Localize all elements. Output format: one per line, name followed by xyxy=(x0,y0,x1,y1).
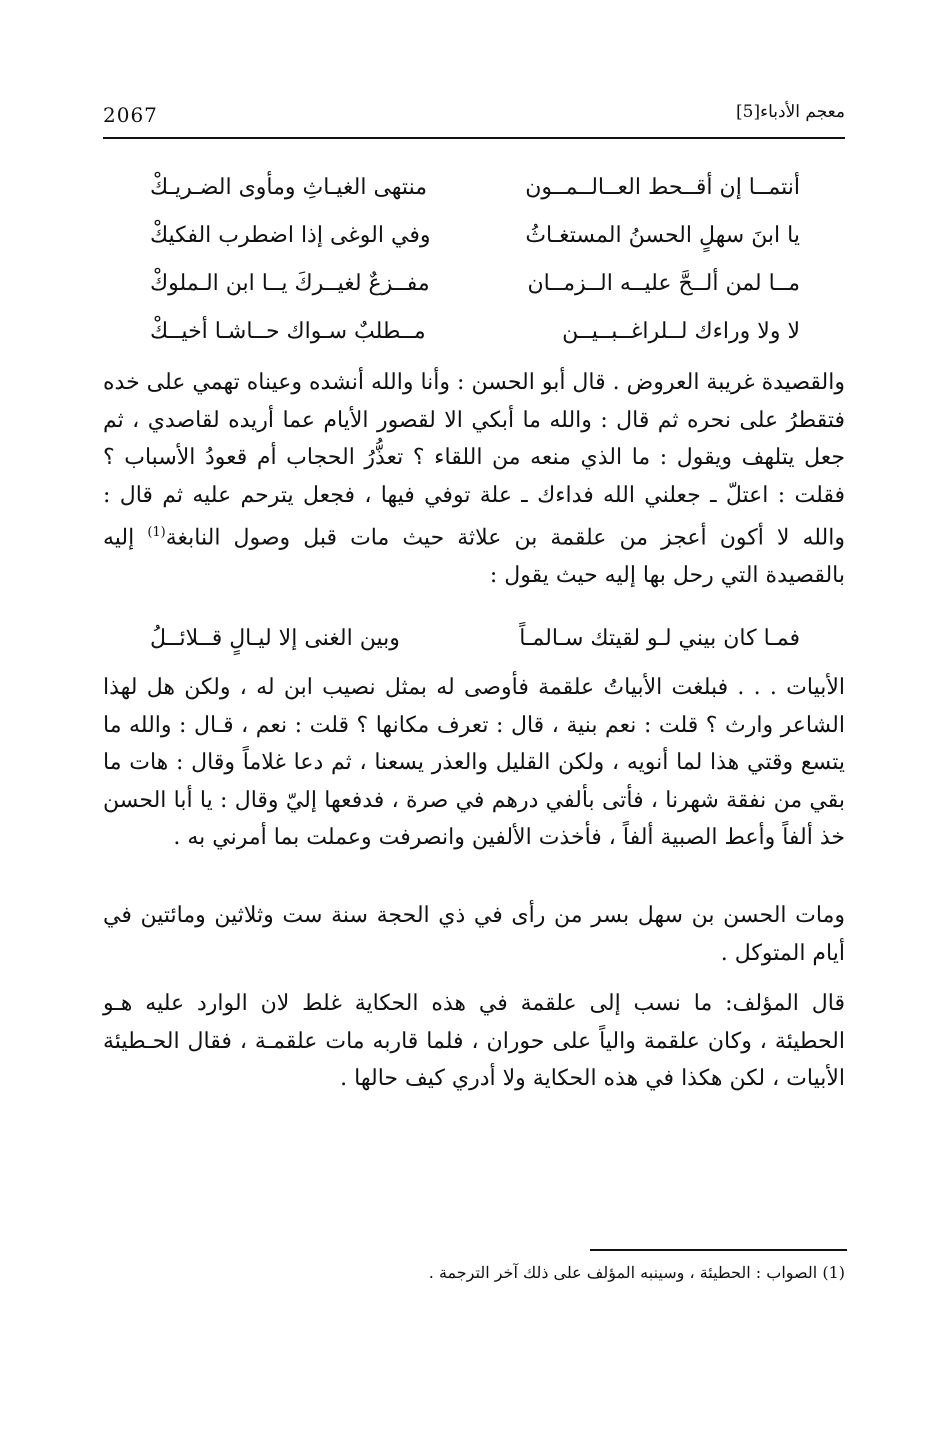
paragraph-3: ومات الحسن بن سهل بسر من رأى في ذي الحجة سنة ست وثلاثين ومائتين في أيام المتوكل . xyxy=(103,903,845,966)
verse-second-hemistich: منتهى الغيـاثِ ومأوى الضـريـكْ xyxy=(150,175,427,200)
paragraph-4: قال المؤلف: ما نسب إلى علقمة في هذه الحكاية غلط لان الوارد عليه هـو الحطيئة ، وكان علقمة والياً على حوران ، فلما قاربه مات علقمـة ، فقال الحـطيئة الأبيات ، لكن هكذا في هذه الحكاية ولا أدري كيف حالها . xyxy=(103,991,845,1091)
verse-row xyxy=(150,319,800,367)
verse-second-hemistich: مــطلبٌ سـواك حــاشـا أخيــكْ xyxy=(150,319,426,344)
paragraph-2: الأبيات . . . فبلغت الأبياتُ علقمة فأوصى له بمثل نصيب ابن له ، ولكن هل لهذا الشاعر وارث ؟ قلت : نعم بنية ، قال : تعرف مكانها ؟ قلت : نعم ، قـال : والله ما يتسع وقتي هذا لما أنويه ، ولكن القليل والعذر يسعنا ، ثم دعا غلاماً وقال : هات ما بقي من نفقة شهرنا ، فأتى بألفي درهم في صرة ، فدفعها إليّ وقال : يا أبا الحسن خذ ألفاً وأعط الصبية ألفاً ، فأخذت الألفين وانصرفت وعملت بما أمرني به . xyxy=(103,675,845,850)
paragraph-1-text: والقصيدة غريبة العروض . قال أبو الحسن : وأنا والله أنشده وعيناه تهمي على خده فتقطرُ على نحره ثم قال : والله ما أبكي الا لقصور الأيام عما أريده لقاصدي ، ثم جعل يتلهف ويقول : ما الذي منعه من اللقاء ؟ تعذُّرُ الحجاب أم قعودُ الأسباب ؟ فقلت : اعتلّ ـ جعلني الله فداءك ـ علة توفي فيها ، فجعل يترحم عليه ثم قال : والله لا أكون أعجز من علقمة بن علاثة حيث مات قبل وصول النابغة xyxy=(103,370,846,551)
footnote-rule xyxy=(590,1249,847,1251)
verse-first-hemistich: فمـا كان بيني لـو لقيتك سـالمـاً xyxy=(519,626,800,651)
verse-second-hemistich: وبين الغنى إلا ليـالٍ قــلائــلُ xyxy=(150,626,400,651)
verse-row xyxy=(150,271,800,319)
verse-second-hemistich: مفــزعٌ لغيــركَ يــا ابن الـملوكْ xyxy=(150,271,430,296)
verse-first-hemistich: أنتمــا إن أقــحط العــالــمــون xyxy=(525,175,800,200)
verse-first-hemistich: يا ابنَ سهلٍ الحسنُ المستغـاثُ xyxy=(525,223,800,248)
page-number: 2067 xyxy=(103,103,158,127)
poem-verses xyxy=(150,175,800,367)
header-rule xyxy=(103,137,845,139)
paragraph-1 xyxy=(103,364,845,594)
paragraph-1-tail: إليه بالقصيدة التي رحل بها إليه حيث يقول : xyxy=(103,525,845,588)
footnote: (1) الصواب : الحطيئة ، وسينبه المؤلف على ذلك آخر الترجمة . xyxy=(428,1263,845,1282)
quoted-verse xyxy=(150,626,800,666)
verse-row xyxy=(150,175,800,223)
footnote-reference: (1) xyxy=(147,525,166,540)
running-title: معجم الأدباء[5] xyxy=(736,102,845,122)
verse-second-hemistich: وفي الوغى إذا اضطرب الفكيكْ xyxy=(150,223,431,248)
verse-first-hemistich: لا ولا وراءك لــلراغــبــيــن xyxy=(562,319,800,344)
verse-first-hemistich: مــا لمن ألــحَّ عليــه الــزمــان xyxy=(527,271,800,296)
verse-row xyxy=(150,223,800,271)
